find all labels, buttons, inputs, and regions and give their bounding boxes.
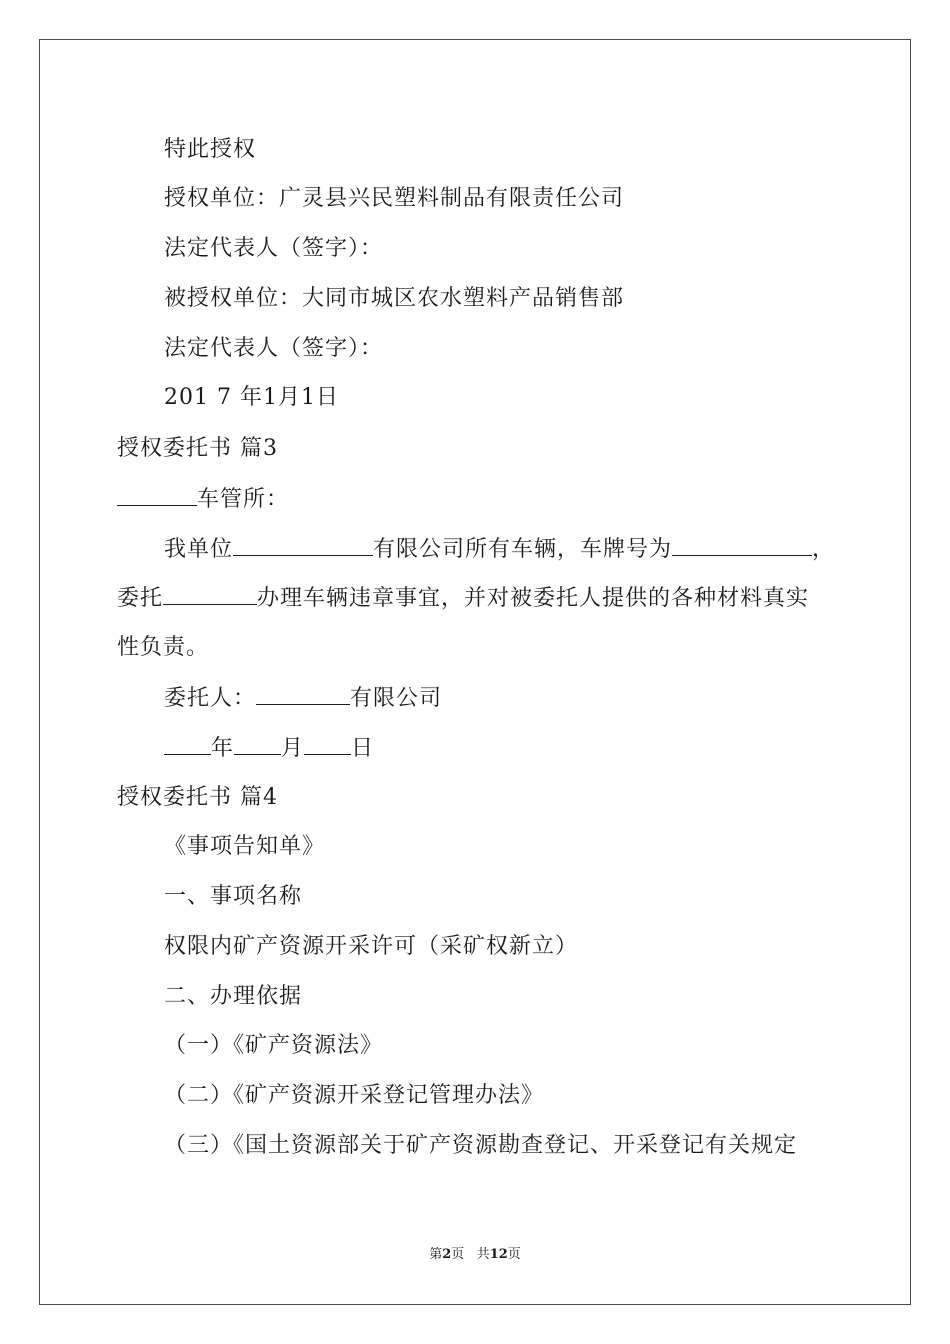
blank-field	[117, 485, 197, 506]
line-legal-rep-signature-2: 法定代表人（签字）：	[164, 336, 384, 361]
line-our-unit	[164, 535, 835, 564]
line-text: 委托人：	[164, 686, 257, 711]
page-border	[39, 39, 911, 1305]
line-special-authorization: 特此授权	[164, 137, 257, 162]
blank-field	[233, 535, 373, 556]
line-text: 日	[351, 736, 375, 761]
line-item-name: 权限内矿产资源开采许可（采矿权新立）	[164, 934, 579, 959]
line-basis-heading: 二、办理依据	[164, 984, 303, 1009]
line-text: 月	[281, 736, 305, 761]
section-heading-4: 授权委托书 篇4	[117, 785, 278, 810]
line-authorized-unit: 被授权单位：大同市城区农水塑料产品销售部	[164, 286, 625, 311]
line-text: 年	[211, 736, 235, 761]
line-text: 办理车辆违章事宜，并对被委托人提供的各种材料真实	[257, 586, 810, 611]
line-date: 201 7 年1月1日	[164, 385, 339, 410]
blank-field	[256, 684, 350, 705]
line-vehicle-office	[117, 485, 289, 514]
line-blank-date	[164, 734, 374, 763]
line-entrust	[117, 584, 809, 613]
line-principal	[164, 684, 442, 713]
total-pages: 12	[489, 1247, 508, 1262]
line-text: 有限公司所有车辆，车牌号为	[373, 537, 673, 562]
blank-field	[672, 535, 812, 556]
footer-text: 页	[451, 1247, 465, 1262]
line-responsibility: 性负责。	[117, 635, 210, 660]
footer-text: 共	[476, 1247, 490, 1262]
line-text: 车管所：	[197, 487, 290, 512]
line-text: 我单位	[164, 537, 234, 562]
page-footer	[0, 1247, 950, 1263]
line-text: 委托	[117, 586, 164, 611]
line-item-name-heading: 一、事项名称	[164, 884, 303, 909]
line-authorizing-unit: 授权单位：广灵县兴民塑料制品有限责任公司	[164, 186, 625, 211]
blank-field	[163, 584, 257, 605]
line-text: 有限公司	[350, 686, 443, 711]
blank-field	[304, 734, 351, 755]
section-heading-3: 授权委托书 篇3	[117, 436, 278, 461]
footer-text: 页	[507, 1247, 521, 1262]
line-legal-rep-signature-1: 法定代表人（签字）：	[164, 236, 384, 261]
line-basis-3: （三）《国土资源部关于矿产资源勘查登记、开采登记有关规定	[164, 1133, 798, 1158]
page-number: 2	[442, 1247, 452, 1262]
line-text: ，	[812, 537, 836, 562]
blank-field	[164, 734, 211, 755]
line-basis-2: （二）《矿产资源开采登记管理办法》	[164, 1083, 545, 1108]
line-notice-title: 《事项告知单》	[164, 834, 326, 859]
footer-text: 第	[429, 1247, 443, 1262]
blank-field	[234, 734, 281, 755]
line-basis-1: （一）《矿产资源法》	[164, 1033, 384, 1058]
